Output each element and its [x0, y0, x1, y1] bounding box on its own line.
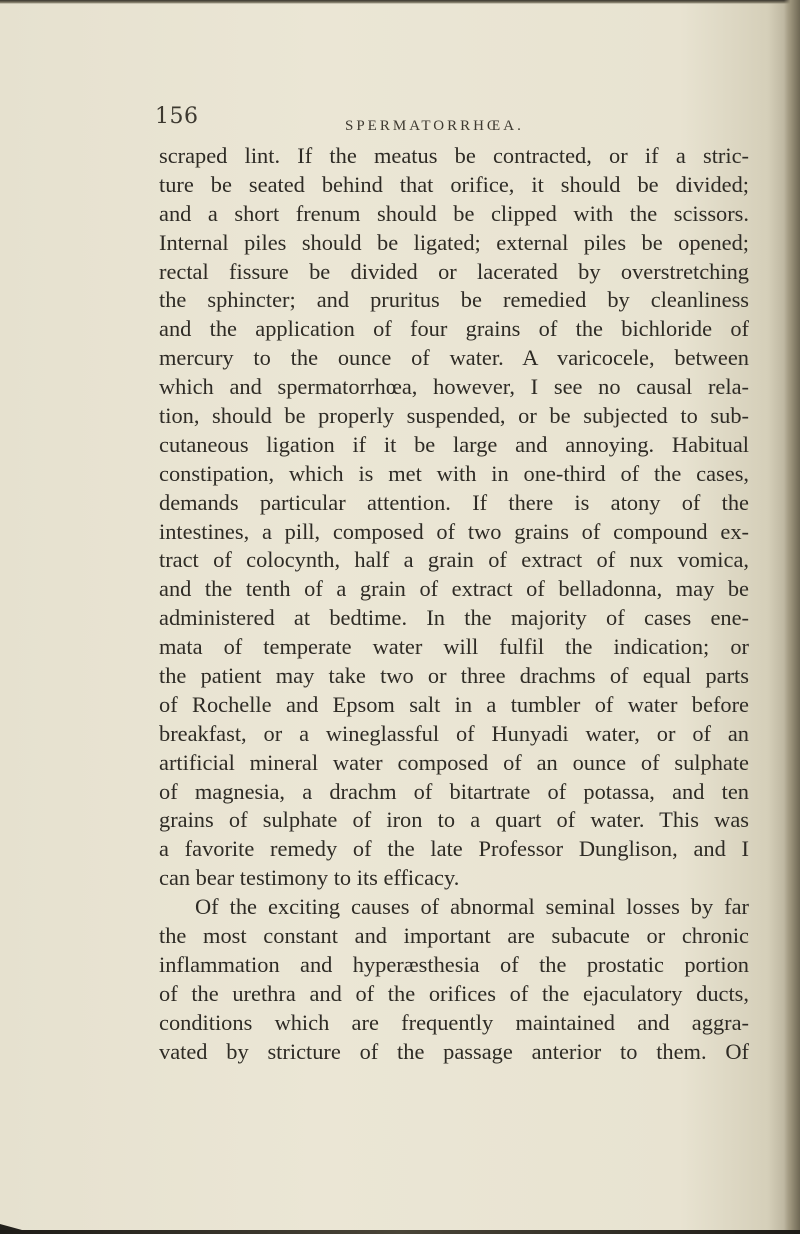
text-line: and a short frenum should be clipped with the scissors. — [159, 200, 749, 226]
text-line: the most constant and important are subacute or chronic — [159, 923, 749, 949]
page-corner-mark — [0, 1224, 22, 1230]
page-number: 156 — [155, 104, 199, 129]
text-line: constipation, which is met with in one-third of the cases, — [159, 460, 749, 486]
text-line: scraped lint. If the meatus be contracted, or if a stric- — [159, 143, 749, 168]
text-line: ture be seated behind that orifice, it should be divided; — [159, 171, 749, 197]
text-line: vated by stricture of the passage anterior to them. Of — [159, 1038, 749, 1064]
body-text — [159, 142, 749, 1067]
text-line: breakfast, or a wineglassful of Hunyadi water, or of an — [159, 720, 749, 746]
text-line: and the application of four grains of the bichloride of — [159, 316, 749, 342]
text-line: of magnesia, a drachm of bitartrate of potassa, and ten — [159, 778, 749, 804]
text-line: mata of temperate water will fulfil the indication; or — [159, 634, 749, 660]
text-line: demands particular attention. If there is atony of the — [159, 489, 749, 515]
text-line: mercury to the ounce of water. A varicocele, between — [159, 345, 749, 371]
text-line: the patient may take two or three drachms of equal parts — [159, 663, 749, 689]
text-line: a favorite remedy of the late Professor Dunglison, and I — [159, 836, 749, 862]
text-line: tract of colocynth, half a grain of extract of nux vomica, — [159, 547, 749, 573]
text-line: rectal fissure be divided or lacerated by overstretching — [159, 258, 749, 284]
text-line: inflammation and hyperæsthesia of the prostatic portion — [159, 951, 749, 977]
text-line: grains of sulphate of iron to a quart of water. This was — [159, 807, 749, 833]
text-line: administered at bedtime. In the majority of cases ene- — [159, 605, 749, 631]
paragraph-first-line: Of the exciting causes of abnormal seminal losses by far — [195, 894, 749, 920]
text-line: artificial mineral water composed of an ounce of sulphate — [159, 749, 749, 775]
page-binding-shadow — [784, 0, 800, 1234]
text-line: which and spermatorrhœa, however, I see no causal rela- — [159, 374, 749, 400]
text-line: of the urethra and of the orifices of the ejaculatory ducts, — [159, 980, 749, 1006]
text-line: and the tenth of a grain of extract of belladonna, may be — [159, 576, 749, 602]
text-line: can bear testimony to its efficacy. — [159, 865, 460, 891]
text-line: the sphincter; and pruritus be remedied by cleanliness — [159, 287, 749, 313]
text-line: tion, should be properly suspended, or be subjected to sub- — [159, 403, 749, 429]
text-line: intestines, a pill, composed of two grains of compound ex- — [159, 518, 749, 544]
page-bottom-edge — [0, 1230, 800, 1234]
text-line: cutaneous ligation if it be large and annoying. Habitual — [159, 431, 749, 457]
text-line: Internal piles should be ligated; external piles be opened; — [159, 229, 749, 255]
page-top-edge — [0, 0, 800, 4]
running-head: SPERMATORRHŒA. — [345, 118, 524, 134]
text-line: of Rochelle and Epsom salt in a tumbler of water before — [159, 691, 749, 717]
text-line: conditions which are frequently maintained and aggra- — [159, 1009, 749, 1035]
